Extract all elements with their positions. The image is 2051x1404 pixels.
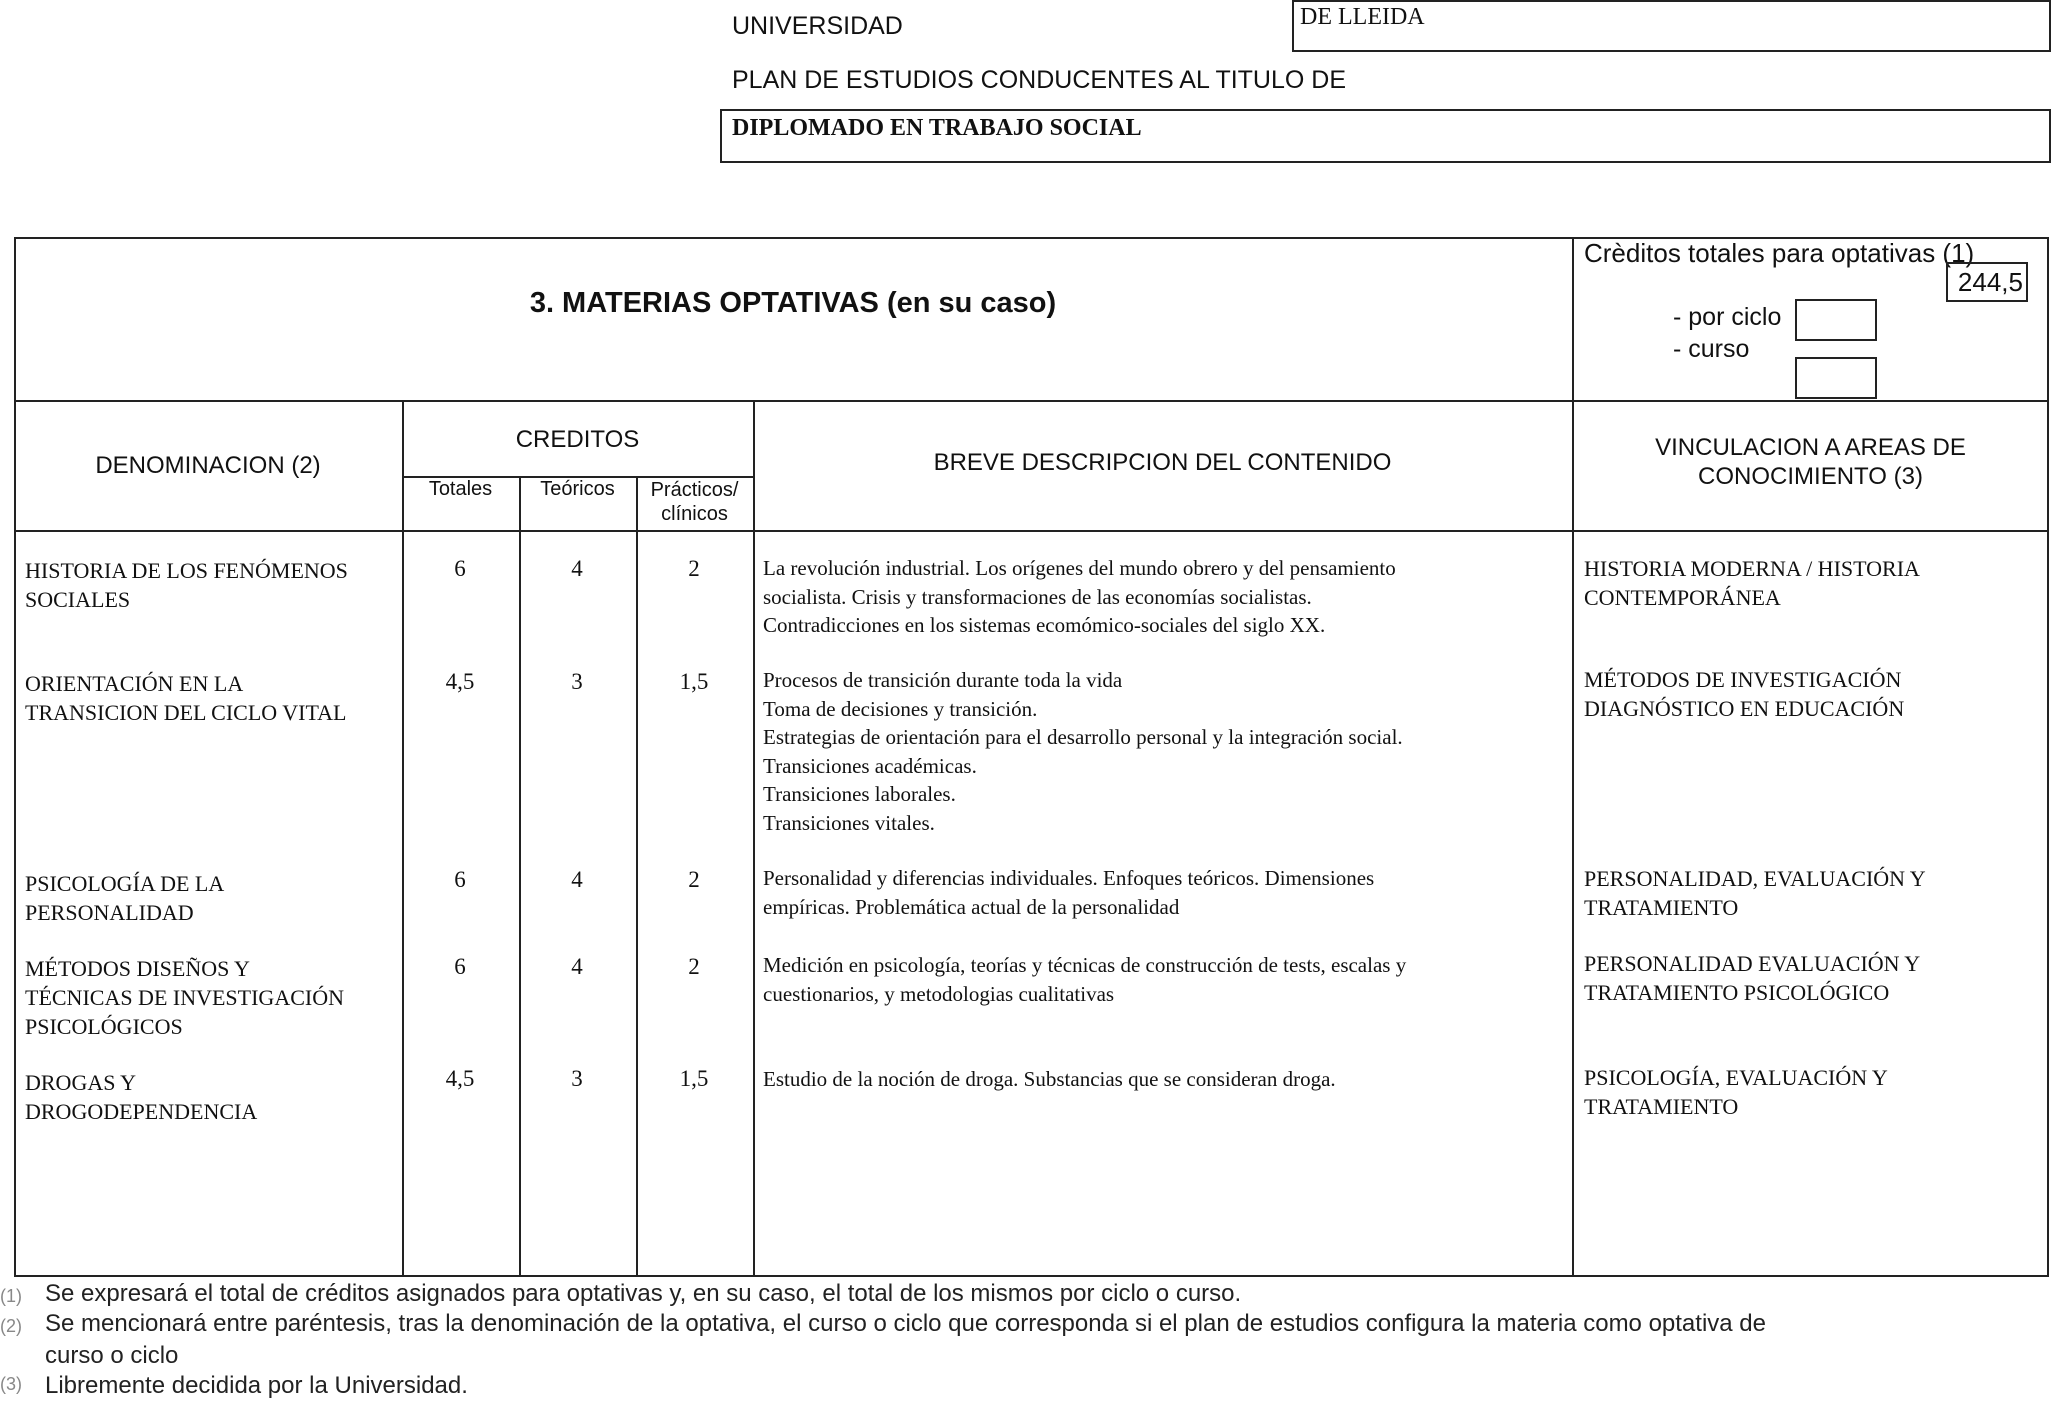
row-3-areas [1584, 864, 1926, 922]
row-1-area-line: HISTORIA MODERNA / HISTORIA [1584, 556, 1920, 581]
footnote-1-mark: (1) [0, 1286, 22, 1306]
col-vinculacion-line1: VINCULACION A AREAS DE [1655, 434, 1966, 461]
row-3-name-line: PSICOLOGÍA DE LA [25, 871, 225, 896]
columns-divider [14, 530, 2049, 532]
row-1-areas [1584, 554, 1920, 612]
row-2-area-line: MÉTODOS DE INVESTIGACIÓN [1584, 667, 1902, 692]
row-1-desc-line: La revolución industrial. Los orígenes del mundo obrero y del pensamiento [763, 556, 1396, 580]
row-5-name [25, 1068, 397, 1126]
row-5-name-line: DROGODEPENDENCIA [25, 1099, 258, 1124]
row-1-totales: 6 [454, 556, 466, 581]
row-4-name [25, 954, 397, 1041]
col-vinculacion-line2: CONOCIMIENTO (3) [1698, 463, 1923, 490]
row-2-teoricos: 3 [571, 669, 583, 694]
col-denominacion: DENOMINACION (2) [95, 452, 321, 479]
row-5-desc-line: Estudio de la noción de droga. Substancias que se consideran droga. [763, 1067, 1336, 1091]
footnote-3: Libremente decidida por la Universidad. [45, 1372, 468, 1399]
row-2-desc-line: Procesos de transición durante toda la vida [763, 668, 1123, 692]
plan-label: PLAN DE ESTUDIOS CONDUCENTES AL TITULO DE [732, 66, 1347, 94]
col-teoricos: Teóricos [540, 478, 615, 500]
credits-total-field [1946, 262, 2028, 302]
row-2-desc-line: Estrategias de orientación para el desarrollo personal y la integración social. [763, 725, 1403, 749]
row-4-name-line: TÉCNICAS DE INVESTIGACIÓN [25, 985, 344, 1010]
row-1-area-line: CONTEMPORÁNEA [1584, 585, 1781, 610]
header-divider [14, 400, 2049, 402]
row-4-desc-line: cuestionarios, y metodologias cualitativas [763, 981, 1115, 1006]
row-2-name-line: TRANSICION DEL CICLO VITAL [25, 700, 347, 725]
row-2-name-line: ORIENTACIÓN EN LA [25, 671, 244, 696]
footnote-2-cont: curso o ciclo [45, 1342, 179, 1369]
row-2-desc-line: Transiciones académicas. [763, 753, 977, 778]
row-5-areas [1584, 1063, 1888, 1121]
credits-total-label: Crèditos totales para optativas (1) [1584, 238, 1975, 268]
row-3-name-line: PERSONALIDAD [25, 900, 194, 925]
row-3-practicos: 2 [688, 867, 700, 892]
footnote-2: Se mencionará entre paréntesis, tras la denominación de la optativa, el curso o ciclo que corresponda si el plan de estudios configura la materia como optativa de [45, 1310, 1766, 1337]
row-4-name-line: MÉTODOS DISEÑOS Y [25, 956, 250, 981]
col-practicos-line1: Prácticos/ [650, 479, 739, 501]
university-field [1292, 0, 2051, 52]
row-3-desc-line: Personalidad y diferencias individuales. Enfoques teóricos. Dimensiones [763, 866, 1375, 890]
row-3-teoricos: 4 [571, 867, 583, 892]
teoricos-col-rule [519, 476, 521, 1277]
row-1-description [763, 554, 1396, 640]
col-creditos: CREDITOS [515, 426, 640, 453]
row-3-area-line: TRATAMIENTO [1584, 895, 1739, 920]
row-1-name [25, 556, 397, 614]
totales-col-rule [402, 400, 404, 1277]
row-2-totales: 4,5 [445, 669, 475, 694]
row-5-practicos: 1,5 [679, 1066, 709, 1091]
row-3-area-line: PERSONALIDAD, EVALUACIÓN Y [1584, 866, 1926, 891]
footnote-1: Se expresará el total de créditos asignados para optativas y, en su caso, el total de los mismos por ciclo o curso. [45, 1280, 1242, 1307]
row-1-desc-line: Contradicciones en los sistemas ecomómico-sociales del siglo XX. [763, 613, 1326, 637]
row-3-description [763, 864, 1374, 921]
col-practicos-line2: clínicos [661, 503, 728, 525]
row-4-practicos: 2 [688, 954, 700, 979]
row-1-teoricos: 4 [571, 556, 583, 581]
row-2-desc-line: Transiciones laborales. [763, 782, 956, 806]
row-5-name-line: DROGAS Y [25, 1070, 137, 1095]
row-1-name-line: HISTORIA DE LOS FENÓMENOS [25, 558, 348, 583]
practicos-col-rule [636, 476, 638, 1277]
col-vinculacion [1572, 433, 2049, 491]
degree-value: DIPLOMADO EN TRABAJO SOCIAL [732, 115, 1142, 141]
footnote-2-mark: (2) [0, 1316, 22, 1336]
por-ciclo-label: - por ciclo [1673, 303, 1782, 331]
row-2-description [763, 666, 1403, 837]
row-4-totales: 6 [454, 954, 466, 979]
areas-col-rule [1572, 237, 1574, 1277]
row-1-desc-line: socialista. Crisis y transformaciones de las economías socialistas. [763, 584, 1312, 609]
row-3-desc-line: empíricas. Problemática actual de la personalidad [763, 894, 1180, 919]
row-2-practicos: 1,5 [679, 669, 709, 694]
row-2-desc-line: Toma de decisiones y transición. [763, 696, 1038, 721]
curso-label: - curso [1673, 335, 1750, 363]
row-5-area-line: PSICOLOGÍA, EVALUACIÓN Y [1584, 1065, 1888, 1090]
col-descripcion: BREVE DESCRIPCION DEL CONTENIDO [933, 449, 1392, 476]
row-2-desc-line: Transiciones vitales. [763, 810, 935, 835]
footnote-3-mark: (3) [0, 1374, 22, 1394]
university-value: DE LLEIDA [1300, 4, 1425, 30]
col-totales: Totales [428, 478, 493, 500]
row-2-areas [1584, 665, 1904, 723]
row-4-name-line: PSICOLÓGICOS [25, 1014, 183, 1039]
row-1-practicos: 2 [688, 556, 700, 581]
row-5-teoricos: 3 [571, 1066, 583, 1091]
row-3-name [25, 869, 397, 927]
curso-field [1795, 357, 1877, 399]
university-label: UNIVERSIDAD [732, 12, 903, 40]
section-title: 3. MATERIAS OPTATIVAS (en su caso) [529, 287, 1057, 319]
row-5-area-line: TRATAMIENTO [1584, 1094, 1739, 1119]
col-practicos [636, 478, 753, 526]
row-4-description [763, 951, 1406, 1008]
row-5-totales: 4,5 [445, 1066, 475, 1091]
row-4-area-line: PERSONALIDAD EVALUACIÓN Y [1584, 951, 1921, 976]
row-4-area-line: TRATAMIENTO PSICOLÓGICO [1584, 980, 1890, 1005]
row-1-name-line: SOCIALES [25, 587, 131, 612]
row-2-area-line: DIAGNÓSTICO EN EDUCACIÓN [1584, 696, 1905, 721]
row-3-totales: 6 [454, 867, 466, 892]
descripcion-col-rule [753, 400, 755, 1277]
row-4-desc-line: Medición en psicología, teorías y técnicas de construcción de tests, escalas y [763, 953, 1407, 977]
row-2-name [25, 669, 397, 727]
credits-total-value: 244,5 [1957, 267, 2023, 297]
degree-field [720, 109, 2051, 163]
por-ciclo-field [1795, 299, 1877, 341]
row-4-areas [1584, 949, 1920, 1007]
row-5-description [763, 1065, 1336, 1094]
row-4-teoricos: 4 [571, 954, 583, 979]
